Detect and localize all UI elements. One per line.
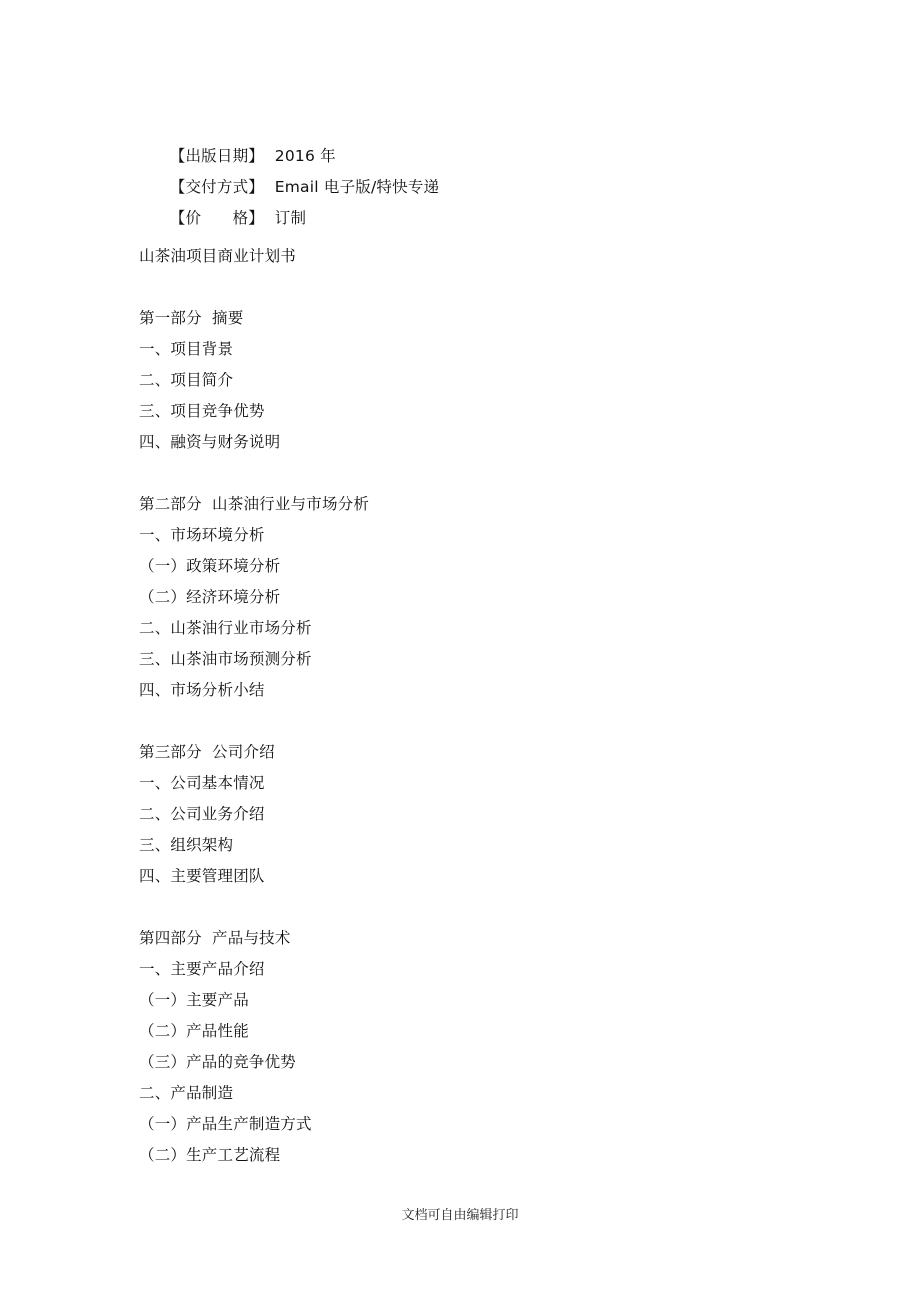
toc-item: 二、公司业务介绍 [139, 805, 265, 823]
toc-item: （二）生产工艺流程 [139, 1146, 281, 1164]
page-footer: 文档可自由编辑打印 [401, 1208, 519, 1223]
meta-row-publish-date [139, 120, 839, 165]
toc-item: 二、产品制造 [139, 1084, 234, 1102]
meta-label: 【出版日期】 [169, 147, 264, 165]
meta-value: Email 电子版/特快专递 [274, 178, 440, 196]
document-title: 山茶油项目商业计划书 [139, 247, 297, 265]
toc-item: （一）政策环境分析 [139, 557, 281, 575]
toc-item: 一、公司基本情况 [139, 774, 265, 792]
section-heading: 第一部分 摘要 [139, 309, 244, 327]
toc-item: （二）经济环境分析 [139, 588, 281, 606]
section-heading: 第四部分 产品与技术 [139, 929, 291, 947]
toc-item: （三）产品的竞争优势 [139, 1053, 297, 1071]
section-heading: 第三部分 公司介绍 [139, 743, 275, 761]
toc-item: 三、项目竞争优势 [139, 402, 265, 420]
toc-item: 一、项目背景 [139, 340, 234, 358]
toc-item: （一）主要产品 [139, 991, 249, 1009]
meta-value: 2016 年 [274, 147, 336, 165]
toc-item: 三、山茶油市场预测分析 [139, 650, 312, 668]
section-heading: 第二部分 山茶油行业与市场分析 [139, 495, 370, 513]
toc-item: 一、市场环境分析 [139, 526, 265, 544]
toc-item: （二）产品性能 [139, 1022, 249, 1040]
spacer [139, 461, 839, 492]
document-content [139, 120, 839, 1174]
toc-item: 二、山茶油行业市场分析 [139, 619, 312, 637]
spacer [139, 275, 839, 306]
spacer [139, 895, 839, 926]
spacer [139, 709, 839, 740]
toc-item: 四、主要管理团队 [139, 867, 265, 885]
meta-label: 【价 格】 [169, 209, 264, 227]
toc-item: 四、市场分析小结 [139, 681, 265, 699]
meta-value: 订制 [274, 209, 307, 227]
toc-item: 一、主要产品介绍 [139, 960, 265, 978]
meta-label: 【交付方式】 [169, 178, 264, 196]
toc-item: 二、项目简介 [139, 371, 234, 389]
toc-item: 四、融资与财务说明 [139, 433, 281, 451]
toc-item: （一）产品生产制造方式 [139, 1115, 312, 1133]
toc-item: 三、组织架构 [139, 836, 234, 854]
